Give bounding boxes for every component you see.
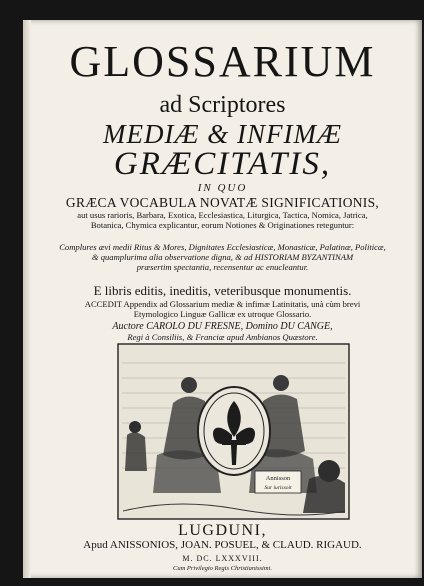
book-title: GLOSSARIUM xyxy=(69,37,376,86)
description-line: Botanica, Chymica explicantur, eorum Notiones & Originationes reteguntur: xyxy=(90,220,355,230)
in-quo: IN QUO xyxy=(197,182,248,194)
title-page xyxy=(23,20,422,578)
complures-line: & quamplurima alia observatione digna, & ad HISTORIAM BYZANTINAM xyxy=(91,252,354,262)
libris-line: E libris editis, ineditis, veteribusque monumentis. xyxy=(93,283,352,298)
scroll-text: Sur iurissoit xyxy=(264,485,292,491)
imprint-city: LUGDUNI, xyxy=(178,522,267,539)
scroll-text: Annisson xyxy=(265,475,291,482)
page-gutter-shadow xyxy=(23,20,31,578)
auctore-line: Auctore CAROLO DU FRESNE, Domino DU CANGE, xyxy=(112,321,333,332)
line-graecitatis: GRÆCITATIS, xyxy=(113,146,332,182)
line-mediae-infimae: MEDIÆ & INFIMÆ xyxy=(103,119,342,149)
imprint-publishers: Apud ANISSONIOS, JOAN. POSUEL, & CLAUD. RIGAUD. xyxy=(83,539,362,551)
privilege-line: Cum Privilegio Regis Christianissimi. xyxy=(173,565,272,572)
description-line: aut usus rarioris, Barbara, Exotica, Ecclesiastica, Liturgica, Tactica, Nomica, Jatrica, xyxy=(77,210,368,220)
accedit-line: ACCEDIT Appendix ad Glossarium mediæ & infimæ Latinitatis, unà cùm brevi xyxy=(84,299,361,309)
book-subtitle: ad Scriptores xyxy=(159,92,286,118)
imprint-year: M. DC. LXXXVIII. xyxy=(182,554,263,563)
complures-line: præsertim spectantia, recensentur ac enucleantur. xyxy=(136,262,309,272)
accedit-line: Etymologico Linguæ Gallicæ ex utroque Glossario. xyxy=(133,309,312,319)
regi-line: Regi à Consiliis, & Franciæ apud Ambianos Quæstore. xyxy=(127,332,318,342)
engraved-vignette xyxy=(117,343,350,520)
complures-line: Complures ævi medii Ritus & Mores, Dignitates Ecclesiasticæ, Monasticæ, Palatinæ, Politicæ, xyxy=(59,242,386,252)
graeca-vocabula: GRÆCA VOCABULA NOVATÆ SIGNIFICATIONIS, xyxy=(65,195,380,210)
